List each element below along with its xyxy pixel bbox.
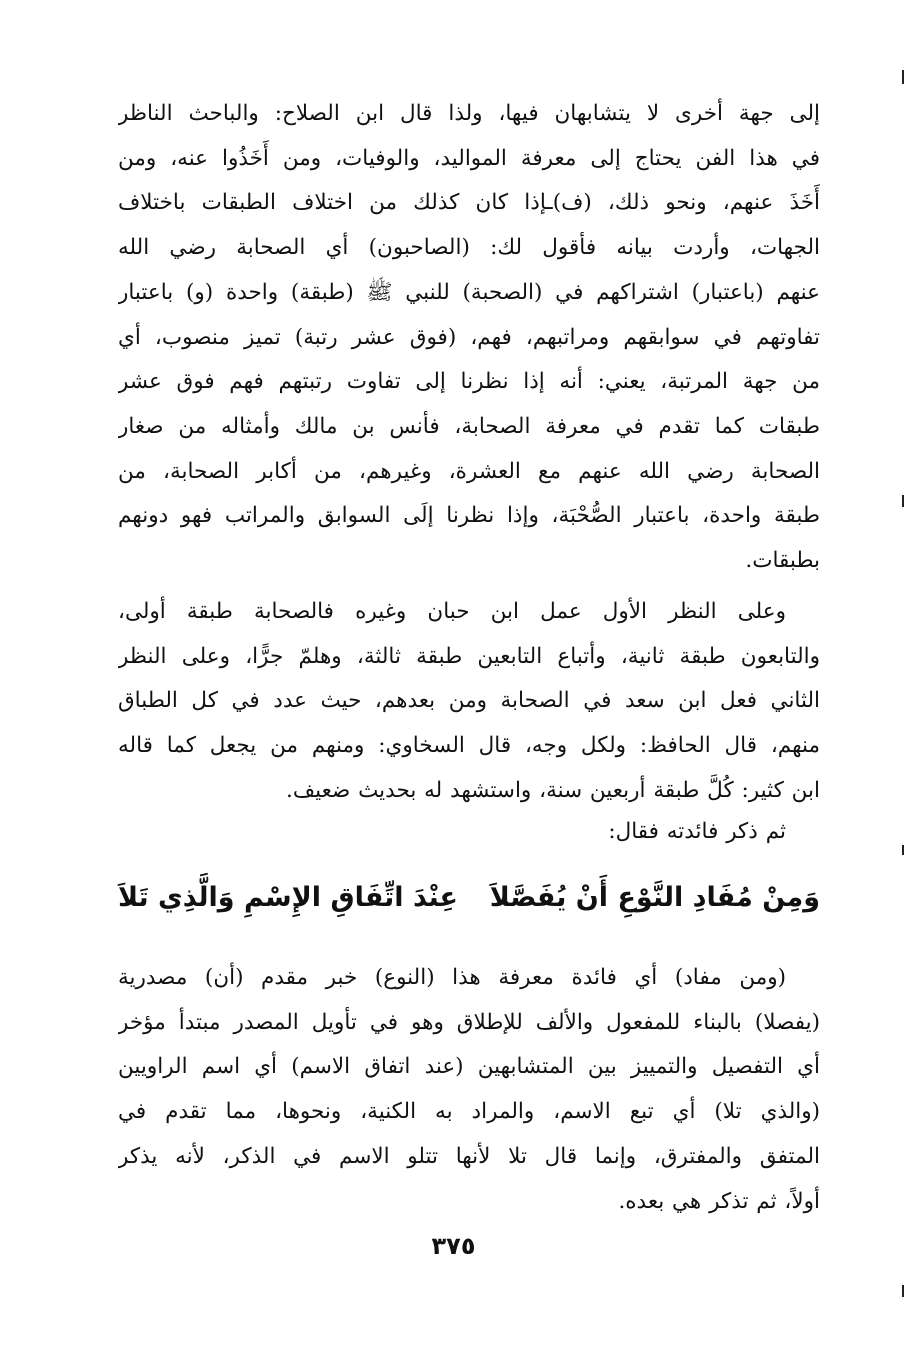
text-line: الثاني فعل ابن سعد في الصحابة ومن بعدهم، حيث عدد في كل الطباق <box>118 688 820 714</box>
text-line: منهم، قال الحافظ: ولكل وجه، قال السخاوي: ومنهم من يجعل كما قاله <box>118 733 820 759</box>
page-edge-mark <box>902 845 904 855</box>
text-line: من جهة المرتبة، يعني: أنه إذا نظرنا إلى تفاوت رتبتهم فهم فوق عشر <box>118 369 820 395</box>
text-line: (يفصلا) بالبناء للمفعول والألف للإطلاق وهو في تأويل المصدر مبتدأ مؤخر <box>118 1009 820 1035</box>
commentary-paragraph-1 <box>118 92 820 584</box>
text-line: وعلى النظر الأول عمل ابن حبان وغيره فالصحابة طبقة أولى، <box>118 599 786 624</box>
text-line: ابن كثير: كُلَّ طبقة أربعين سنة، واستشهد له بحديث ضعيف. <box>286 777 820 803</box>
text-line: بطبقات. <box>745 548 820 574</box>
text-line: عنهم (باعتبار) اشتراكهم في (الصحبة) للنبي ﷺ (طبقة) واحدة (و) باعتبار <box>118 279 820 305</box>
page-number: ٣٧٥ <box>431 1232 476 1260</box>
text-line: في هذا الفن يحتاج إلى معرفة المواليد، والوفيات، ومن أَخَذُوا عنه، ومن <box>118 145 820 171</box>
verse-first-hemistich: وَمِنْ مُفَادِ النَّوْعِ أَنْ يُفَصَّلاَ <box>489 882 820 913</box>
commentary-paragraph-3 <box>118 956 820 1224</box>
verse-second-hemistich: عِنْدَ اتِّفَاقِ الإِسْمِ وَالَّذِي تَلاَ <box>118 882 459 913</box>
text-line: تفاوتهم في سوابقهم ومراتبهم، فهم، (فوق عشر رتبة) تميز منصوب، أي <box>118 324 820 350</box>
text-line: الصحابة رضي الله عنهم مع العشرة، وغيرهم، من أكابر الصحابة، من <box>118 458 820 484</box>
page-edge-mark <box>902 70 904 84</box>
commentary-paragraph-2 <box>118 590 820 814</box>
page-edge-mark <box>902 495 904 507</box>
text-line: ثم ذكر فائدته فقال: <box>608 819 786 844</box>
text-line: أي التفصيل والتمييز بين المتشابهين (عند اتفاق الاسم) أي اسم الراويين <box>118 1054 820 1080</box>
text-line: والتابعون طبقة ثانية، وأتباع التابعين طبقة ثالثة، وهلمّ جرًّا، وعلى النظر <box>118 643 820 669</box>
text-line: المتفق والمفترق، وإنما قال تلا لأنها تتلو الاسم في الذكر، لأنه يذكر <box>118 1143 820 1169</box>
text-line: الجهات، وأردت بيانه فأقول لك: (الصاحبون) أي الصحابة رضي الله <box>118 235 820 261</box>
text-line: (ومن مفاد) أي فائدة معرفة هذا (النوع) خبر مقدم (أن) مصدرية <box>118 965 786 990</box>
text-line: أَخَذَ عنهم، ونحو ذلك، (ف)ـإذا كان كذلك من اختلاف الطبقات باختلاف <box>118 190 820 216</box>
text-line: (والذي تلا) أي تبع الاسم، والمراد به الكنية، ونحوها، مما تقدم في <box>118 1099 820 1125</box>
text-line: طبقة واحدة، باعتبار الصُّحْبَة، وإذا نظرنا إلَى السوابق والمراتب فهو دونهم <box>118 503 820 529</box>
text-line: طبقات كما تقدم في معرفة الصحابة، فأنس بن مالك وأمثاله من صغار <box>118 413 820 439</box>
text-line: أولاً، ثم تذكر هي بعده. <box>618 1188 820 1214</box>
verse-intro <box>118 810 820 855</box>
poem-verse <box>118 868 820 928</box>
text-line: إلى جهة أخرى لا يتشابهان فيها، ولذا قال ابن الصلاح: والباحث الناظر <box>118 101 820 126</box>
page-edge-mark <box>902 1285 904 1297</box>
